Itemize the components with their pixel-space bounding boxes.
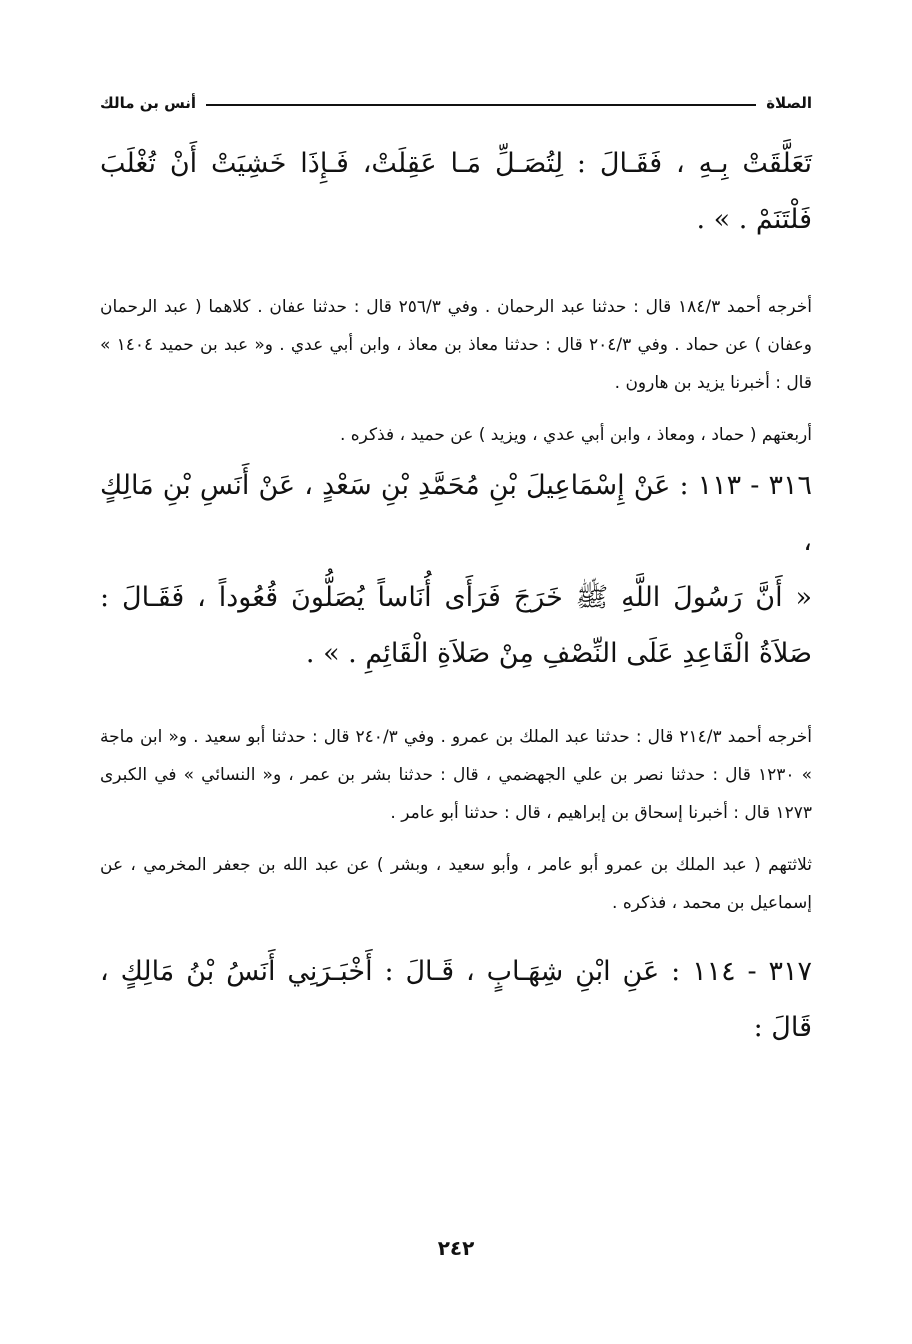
hadith-316-isnad: ٣١٦ - ١١٣ : عَنْ إِسْمَاعِيلَ بْنِ مُحَمَّدِ بْنِ سَعْدٍ ، عَنْ أَنَسِ بْنِ مَالِكٍ ،: [100, 470, 812, 557]
page-body: [100, 136, 812, 1056]
takhrij-summary: أربعتهم ( حماد ، ومعاذ ، وابن أبي عدي ، ويزيد ) عن حميد ، فذكره .: [339, 425, 812, 445]
takhrij-summary: ثلاثتهم ( عبد الملك بن عمرو أبو عامر ، وأبو سعيد ، وبشر ) عن عبد الله بن جعفر المخرمي ، عن إسماعيل بن محمد ، فذكره .: [100, 855, 812, 913]
hadith-text-continuation: تَعَلَّقَتْ بِـهِ ، فَقَـالَ : لِتُصَـلِّ مَـا عَقِلَتْ، فَـإِذَا خَشِيَتْ أَنْ تُغْلَبَ فَلْتَنَمْ . » .: [100, 148, 812, 235]
hadith-317-isnad: ٣١٧ - ١١٤ : عَنِ ابْنِ شِهَـابٍ ، قَـالَ : أَخْبَـرَنِي أَنَسُ بْنُ مَالِكٍ ، قَالَ :: [100, 956, 812, 1043]
header-rule: [206, 104, 756, 106]
page-number: ٢٤٢: [437, 1236, 475, 1260]
hadith-316-matn: « أَنَّ رَسُولَ اللَّهِ ﷺ خَرَجَ فَرَأَى أُنَاساً يُصَلُّونَ قُعُوداً ، فَقَـالَ : صَلاَةُ الْقَاعِدِ عَلَى النِّصْفِ مِنْ صَلاَةِ الْقَائِمِ . » .: [100, 582, 812, 669]
takhrij-note: أخرجه أحمد ٢١٤/٣ قال : حدثنا عبد الملك بن عمرو . وفي ٢٤٠/٣ قال : حدثنا أبو سعيد . و« ابن ماجة » ١٢٣٠ قال : حدثنا نصر بن علي الجهضمي ، قال : حدثنا بشر بن عمر ، و« النسائي » في الكبرى ١٢٧٣ قال : أخبرنا إسحاق بن إبراهيم ، قال : حدثنا أبو عامر .: [100, 727, 813, 823]
running-header: [100, 88, 812, 118]
header-chapter-title: الصلاة: [766, 94, 812, 112]
header-narrator-name: أنس بن مالك: [100, 94, 197, 112]
takhrij-note: أخرجه أحمد ١٨٤/٣ قال : حدثنا عبد الرحمان . وفي ٢٥٦/٣ قال : حدثنا عفان . كلاهما ( عبد الرحمان وعفان ) عن حماد . وفي ٢٠٤/٣ قال : حدثنا معاذ بن معاذ ، وابن أبي عدي . و« عبد بن حميد ١٤٠٤ » قال : أخبرنا يزيد بن هارون .: [100, 297, 812, 393]
